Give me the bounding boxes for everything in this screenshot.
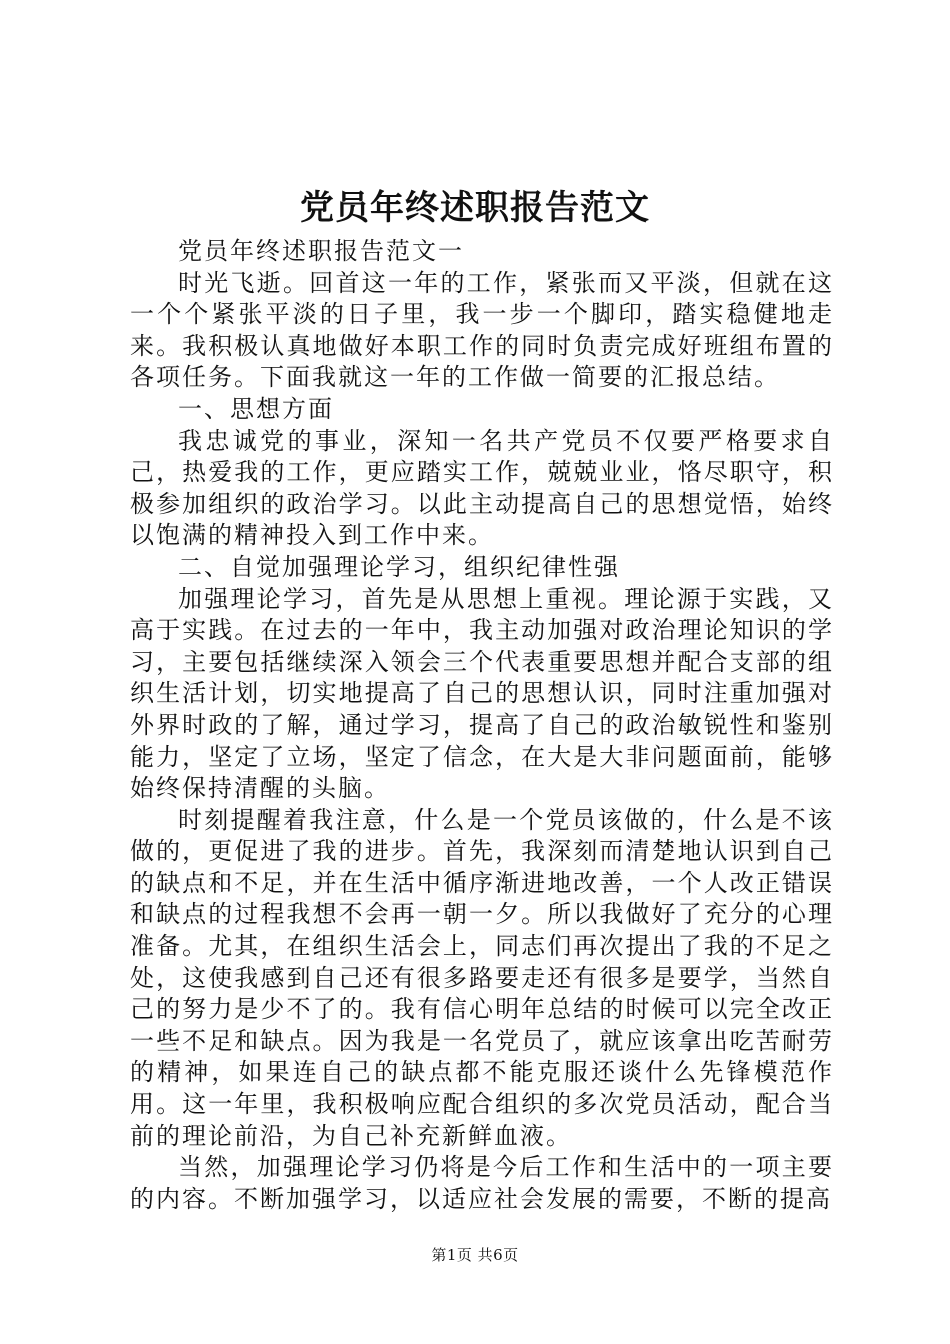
page-footer: 第1页 共6页 [431, 1246, 519, 1264]
paragraph-thought: 我忠诚党的事业，深知一名共产党员不仅要严格要求自己，热爱我的工作，更应踏实工作，兢兢业业，恪尽职守，积极参加组织的政治学习。以此主动提高自己的思想觉悟，始终以饱满的精神投入到工作中来。 [130, 426, 834, 550]
paragraph-intro: 时光飞逝。回首这一年的工作，紧张而又平淡，但就在这一个个紧张平淡的日子里，我一步一个脚印，踏实稳健地走来。我积极认真地做好本职工作的同时负责完成好班组布置的各项任务。下面我就这一年的工作做一简要的汇报总结。 [130, 268, 834, 392]
section-heading-theory: 二、自觉加强理论学习，组织纪律性强 [178, 552, 620, 581]
paragraph-conclusion: 当然，加强理论学习仍将是今后工作和生活中的一项主要的内容。不断加强学习，以适应社会发展的需要，不断的提高 [130, 1153, 834, 1213]
paragraph-reflection: 时刻提醒着我注意，什么是一个党员该做的，什么是不该做的，更促进了我的进步。首先，我深刻而清楚地认识到自己的缺点和不足，并在生活中循序渐进地改善，一个人改正错误和缺点的过程我想不会再一朝一夕。所以我做好了充分的心理准备。尤其，在组织生活会上，同志们再次提出了我的不足之处，这使我感到自己还有很多路要走还有很多是要学，当然自己的努力是少不了的。我有信心明年总结的时候可以完全改正一些不足和缺点。因为我是一名党员了，就应该拿出吃苦耐劳的精神，如果连自己的缺点都不能克服还谈什么先锋模范作用。这一年里，我积极响应配合组织的多次党员活动，配合当前的理论前沿，为自己补充新鲜血液。 [130, 805, 834, 1150]
section-heading-thought: 一、思想方面 [178, 394, 334, 423]
document-title: 党员年终述职报告范文 [300, 188, 650, 228]
document-body [130, 236, 834, 1215]
paragraph-subtitle: 党员年终述职报告范文一 [178, 237, 464, 265]
paragraph-theory: 加强理论学习，首先是从思想上重视。理论源于实践，又高于实践。在过去的一年中，我主动加强对政治理论知识的学习，主要包括继续深入领会三个代表重要思想并配合支部的组织生活计划，切实地提高了自己的思想认识，同时注重加强对外界时政的了解，通过学习，提高了自己的政治敏锐性和鉴别能力，坚定了立场，坚定了信念，在大是大非问题面前，能够始终保持清醒的头脑。 [130, 584, 834, 803]
